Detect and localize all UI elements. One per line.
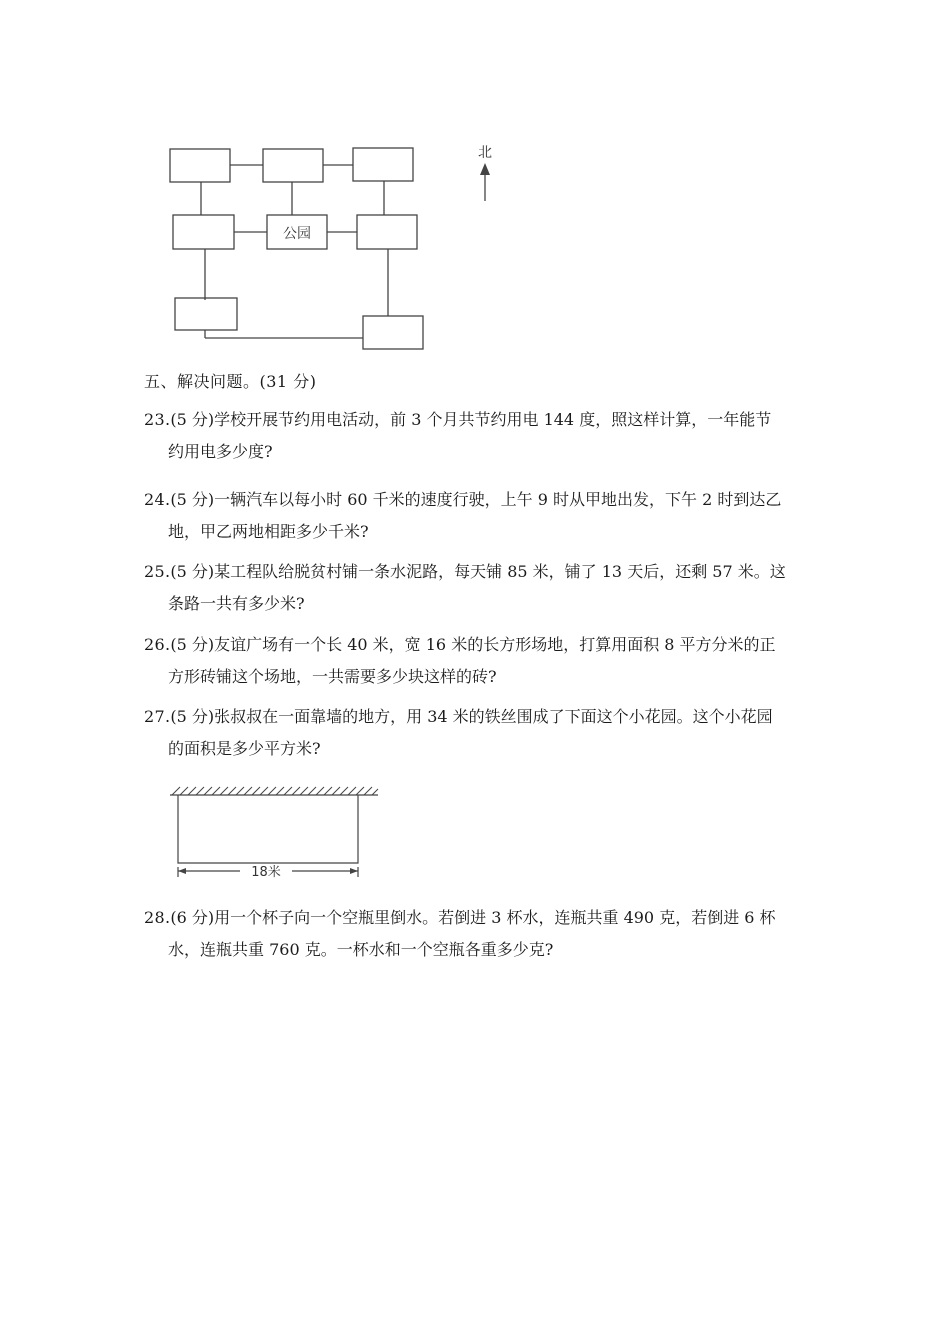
- map-diagram: [160, 135, 510, 360]
- map-box: [173, 215, 234, 249]
- question-24: [144, 484, 809, 548]
- garden-figure: [168, 785, 383, 885]
- map-box: [357, 215, 417, 249]
- length-label: 18米: [251, 865, 281, 880]
- question-text-cont: 地，甲乙两地相距多少千米?: [168, 522, 369, 541]
- question-score: (5 分): [170, 410, 215, 429]
- left-arrowhead-icon: [178, 868, 186, 874]
- map-diagram-svg: [160, 135, 510, 360]
- question-text: 学校开展节约用电活动，前 3 个月共节约用电 144 度，照这样计算，一年能节: [214, 410, 772, 429]
- question-line: [144, 404, 809, 436]
- question-line: [144, 556, 809, 588]
- question-23: [144, 404, 809, 468]
- question-28: [144, 902, 809, 966]
- question-number: 28.: [144, 908, 171, 927]
- question-line: [144, 484, 809, 516]
- question-text: 张叔叔在一面靠墙的地方，用 34 米的铁丝围成了下面这个小花园。这个小花园: [214, 707, 773, 726]
- question-text-cont: 方形砖铺这个场地，一共需要多少块这样的砖?: [168, 667, 497, 686]
- north-label: 北: [478, 145, 492, 161]
- question-number: 26.: [144, 635, 171, 654]
- question-27: [144, 701, 809, 765]
- question-text: 某工程队给脱贫村铺一条水泥路，每天铺 85 米，铺了 13 天后，还剩 57 米。这: [214, 562, 786, 581]
- question-text-cont: 水，连瓶共重 760 克。一杯水和一个空瓶各重多少克?: [168, 940, 554, 959]
- map-box: [263, 149, 323, 182]
- map-box: [363, 316, 423, 349]
- question-text: 一辆汽车以每小时 60 千米的速度行驶，上午 9 时从甲地出发，下午 2 时到达乙: [214, 490, 782, 509]
- question-score: (6 分): [170, 908, 215, 927]
- question-26: [144, 629, 809, 693]
- park-label: 公园: [283, 226, 311, 242]
- question-text: 友谊广场有一个长 40 米，宽 16 米的长方形场地，打算用面积 8 平方分米的正: [214, 635, 776, 654]
- map-box: [170, 149, 230, 182]
- map-box: [175, 298, 237, 330]
- question-text-cont: 约用电多少度?: [168, 442, 273, 461]
- garden-fence: [178, 795, 358, 863]
- question-score: (5 分): [170, 562, 215, 581]
- question-text-cont: 条路一共有多少米?: [168, 594, 305, 613]
- question-line: [144, 902, 809, 934]
- garden-figure-svg: [168, 785, 383, 885]
- right-arrowhead-icon: [350, 868, 358, 874]
- section-title: 五、解决问题。(31 分): [144, 372, 317, 391]
- question-25: [144, 556, 809, 620]
- question-number: 25.: [144, 562, 171, 581]
- question-score: (5 分): [170, 707, 215, 726]
- question-line: [144, 701, 809, 733]
- map-box: [353, 148, 413, 181]
- question-line: [144, 629, 809, 661]
- question-text-cont: 的面积是多少平方米?: [168, 739, 321, 758]
- question-text: 用一个杯子向一个空瓶里倒水。若倒进 3 杯水，连瓶共重 490 克，若倒进 6 杯: [214, 908, 776, 927]
- wall-hatching: [172, 787, 378, 795]
- question-number: 27.: [144, 707, 171, 726]
- question-score: (5 分): [170, 635, 215, 654]
- north-arrow-icon: [480, 163, 490, 175]
- question-number: 24.: [144, 490, 171, 509]
- question-score: (5 分): [170, 490, 215, 509]
- question-number: 23.: [144, 410, 171, 429]
